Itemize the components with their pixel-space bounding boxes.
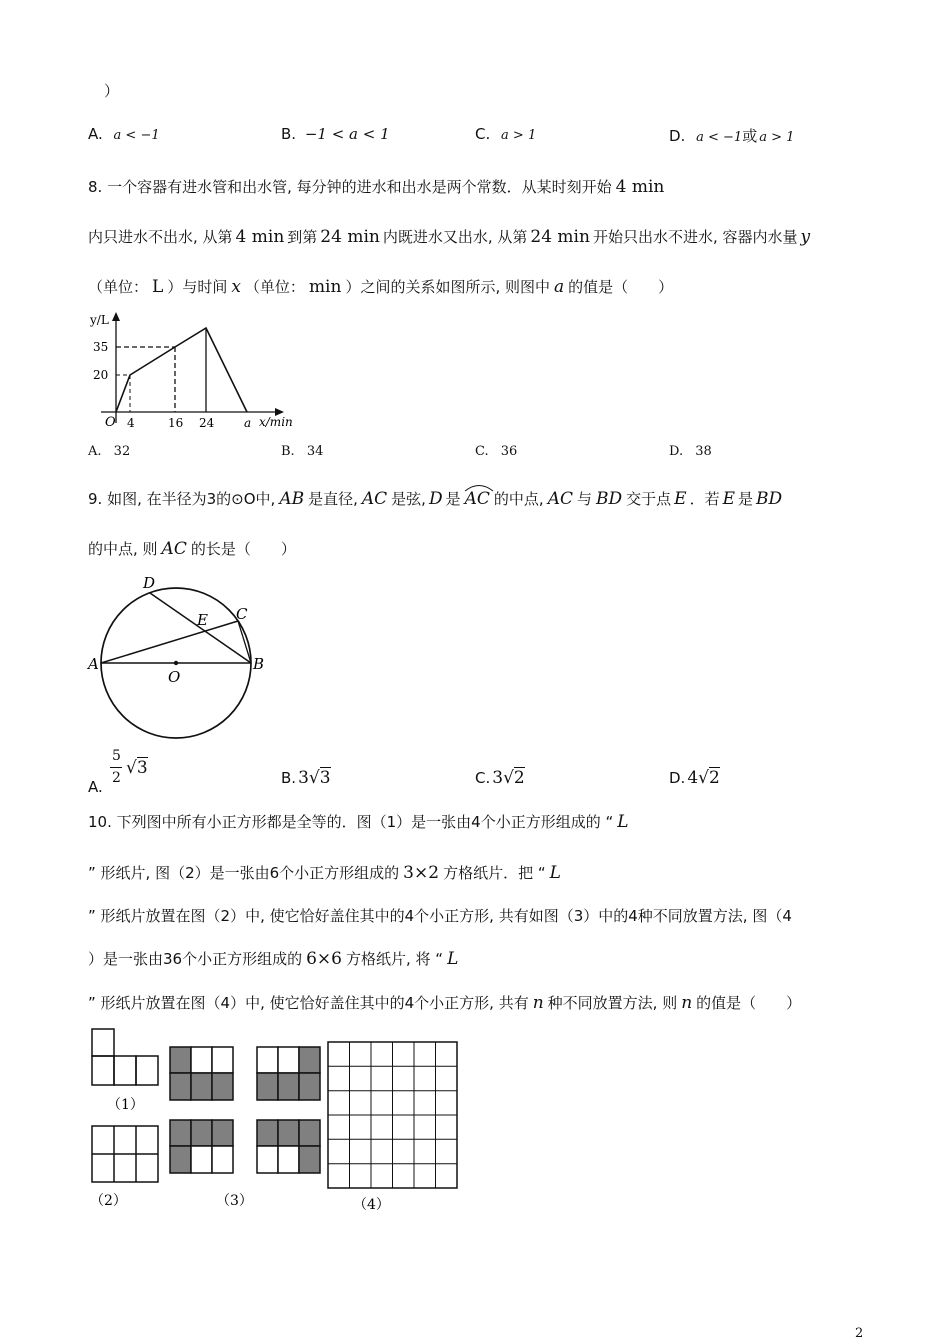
q8-line3 bbox=[88, 276, 673, 297]
q8-unit: L bbox=[152, 277, 164, 297]
q9-line2 bbox=[88, 538, 296, 559]
y-tick-20: 20 bbox=[93, 368, 109, 382]
q8-text: ）与时间 bbox=[167, 278, 228, 296]
q10-text: 10. 下列图中所有小正方形都是全等的．图（1）是一张由4个小正方形组成的 “ bbox=[88, 813, 614, 831]
q10-math: 3×2 bbox=[403, 863, 440, 883]
q9-text: 的中点, 则 bbox=[88, 540, 158, 558]
fig4-grid bbox=[328, 1042, 457, 1188]
q9-math: AB bbox=[279, 489, 305, 509]
option-expr: a > 1 bbox=[501, 128, 537, 143]
q10-math: L bbox=[447, 949, 459, 969]
q8-option-b bbox=[281, 444, 323, 459]
option-value: 32 bbox=[113, 444, 131, 459]
label-c: C bbox=[236, 605, 248, 623]
option-conj: 或 bbox=[742, 127, 758, 145]
q9-text: 交于点 bbox=[626, 490, 672, 508]
q8-var: y bbox=[800, 227, 811, 247]
q8-math: 24 min bbox=[320, 227, 380, 247]
option-letter: D. bbox=[669, 444, 684, 459]
q8-math: 4 min bbox=[235, 227, 285, 247]
option-letter: A. bbox=[88, 125, 103, 143]
option-letter: B. bbox=[281, 769, 297, 787]
q8-var: a bbox=[554, 277, 565, 297]
fig3-placement-4 bbox=[257, 1120, 320, 1173]
option-expr: a < −1 bbox=[696, 130, 743, 145]
x-label: x/min bbox=[259, 415, 293, 429]
option-letter: A. bbox=[88, 444, 102, 459]
q10-line5 bbox=[88, 992, 801, 1013]
label-a: A bbox=[88, 655, 99, 673]
q10-text: ” 形纸片放置在图（2）中, 使它恰好盖住其中的4个小正方形, 共有如图（3）中的4种不同放置方法, 图（4 bbox=[88, 907, 792, 925]
q10-math: n bbox=[532, 993, 544, 1013]
fraction-denominator: 2 bbox=[112, 770, 121, 786]
q9-text: 的长是（ ） bbox=[190, 540, 296, 558]
fig1-label: （1） bbox=[107, 1097, 144, 1113]
q8-text: 8. 一个容器有进水管和出水管, 每分钟的进水和出水是两个常数．从某时刻开始 bbox=[88, 178, 612, 196]
q7-close-paren: ） bbox=[104, 82, 120, 100]
chord-bc bbox=[238, 621, 251, 663]
q8-line1 bbox=[88, 176, 664, 197]
q8-text: （单位： bbox=[88, 278, 149, 296]
q10-text: ）是一张由36个小正方形组成的 bbox=[88, 950, 303, 968]
q8-text: 的值是（ ） bbox=[568, 278, 674, 296]
y-axis-arrow bbox=[112, 312, 120, 321]
q10-text: 种不同放置方法, 则 bbox=[547, 994, 678, 1012]
q9-text: 是弦, bbox=[391, 490, 426, 508]
q9-text: 9. 如图, 在半径为3的⊙O中, bbox=[88, 490, 276, 508]
q7-option-a bbox=[88, 125, 160, 143]
q10-line3 bbox=[88, 905, 792, 926]
q10-math: L bbox=[617, 812, 629, 832]
center-point bbox=[174, 661, 178, 665]
q9-text: 是 bbox=[445, 490, 461, 508]
option-value: 36 bbox=[500, 444, 518, 459]
q10-text: 方格纸片．把 “ bbox=[443, 864, 546, 882]
option-letter: C. bbox=[475, 444, 489, 459]
option-letter: B. bbox=[281, 125, 297, 143]
coefficient: 3 bbox=[298, 768, 309, 788]
volume-line bbox=[116, 328, 247, 412]
page-number: 2 bbox=[855, 1326, 864, 1341]
q10-math: 6×6 bbox=[306, 949, 342, 969]
q9-option-c: C. 3√2 bbox=[475, 768, 525, 788]
q8-text: 开始只出水不进水, 容器内水量 bbox=[592, 228, 798, 246]
q9-math: AC bbox=[361, 489, 388, 509]
q9-math: AC bbox=[547, 489, 573, 509]
q8-text: ）之间的关系如图所示, 则图中 bbox=[345, 278, 550, 296]
q7-option-d bbox=[669, 125, 794, 146]
q9-option-b: B. 3√3 bbox=[281, 768, 331, 788]
option-letter: B. bbox=[281, 444, 295, 459]
chord-ac bbox=[101, 621, 238, 663]
q8-math: 24 min bbox=[530, 227, 590, 247]
fig4-label: （4） bbox=[353, 1197, 390, 1213]
coefficient: 4 bbox=[687, 768, 699, 788]
q9-text: 的中点, bbox=[493, 490, 544, 508]
fig2-grid bbox=[92, 1126, 158, 1182]
label-b: B bbox=[253, 655, 265, 673]
option-letter: C. bbox=[475, 769, 491, 787]
q7-option-b bbox=[281, 125, 390, 143]
q8-text: 内既进水又出水, 从第 bbox=[382, 228, 528, 246]
fig3-placement-2 bbox=[257, 1047, 320, 1100]
sqrt-expr: √3 bbox=[126, 758, 148, 778]
radicand: 2 bbox=[513, 768, 525, 788]
x-tick-16: 16 bbox=[168, 416, 184, 430]
fraction-bar bbox=[110, 767, 122, 768]
q9-arc-ac bbox=[465, 489, 490, 509]
label-e: E bbox=[197, 611, 208, 629]
origin-label: O bbox=[105, 415, 116, 430]
q7-option-c bbox=[475, 125, 536, 143]
arc-mark bbox=[464, 482, 494, 492]
q9-math: D bbox=[428, 489, 443, 509]
q10-text: ” 形纸片放置在图（4）中, 使它恰好盖住其中的4个小正方形, 共有 bbox=[88, 994, 529, 1012]
q9-math: AC bbox=[464, 489, 490, 509]
q9-option-a bbox=[88, 748, 168, 796]
q9-math: E bbox=[674, 489, 687, 509]
radicand: 2 bbox=[709, 768, 720, 788]
q8-graph bbox=[85, 308, 310, 433]
radicand: 3 bbox=[319, 768, 331, 788]
q10-text: 方格纸片, 将 “ bbox=[345, 950, 444, 968]
q9-line1 bbox=[88, 488, 782, 509]
q10-line2 bbox=[88, 862, 561, 883]
x-tick-24: 24 bbox=[199, 416, 215, 430]
y-label: y/L bbox=[90, 313, 109, 327]
fig3-placement-1 bbox=[170, 1047, 233, 1100]
q9-text: 与 bbox=[576, 490, 592, 508]
option-value: 38 bbox=[695, 444, 712, 459]
q8-math: 4 min bbox=[615, 177, 665, 197]
q10-figures bbox=[88, 1025, 468, 1215]
q8-unit: min bbox=[308, 277, 342, 297]
q9-math: BD bbox=[596, 489, 623, 509]
q8-text: （单位： bbox=[244, 278, 305, 296]
q9-text: 是直径, bbox=[308, 490, 358, 508]
x-tick-a: a bbox=[244, 416, 252, 430]
q8-var: x bbox=[231, 277, 241, 297]
q10-text: 的值是（ ） bbox=[696, 994, 802, 1012]
option-expr: −1 < a < 1 bbox=[304, 125, 390, 143]
option-letter: D. bbox=[669, 769, 686, 787]
q9-text: 是 bbox=[738, 490, 754, 508]
fig1-l-shape bbox=[92, 1029, 158, 1085]
option-letter: A. bbox=[88, 778, 103, 796]
fig3-placement-3 bbox=[170, 1120, 233, 1173]
q8-line2 bbox=[88, 226, 810, 247]
q9-option-d: D. 4√2 bbox=[669, 768, 720, 788]
q9-text: ．若 bbox=[689, 490, 720, 508]
fraction-numerator: 5 bbox=[112, 748, 121, 764]
label-d: D bbox=[143, 574, 156, 592]
option-letter: D. bbox=[669, 127, 686, 145]
option-value: 34 bbox=[306, 444, 324, 459]
q9-math: AC bbox=[161, 539, 187, 559]
radicand: 3 bbox=[136, 758, 148, 778]
q10-math: L bbox=[549, 863, 561, 883]
q9-math: BD bbox=[756, 489, 783, 509]
q8-option-a bbox=[88, 444, 130, 459]
q10-math: n bbox=[681, 993, 693, 1013]
q8-text: 到第 bbox=[287, 228, 318, 246]
q9-circle-figure bbox=[85, 572, 275, 744]
fig3-label: （3） bbox=[216, 1193, 253, 1209]
q10-line4 bbox=[88, 948, 458, 969]
option-letter: C. bbox=[475, 125, 491, 143]
q10-line1 bbox=[88, 811, 629, 832]
q8-text: 内只进水不出水, 从第 bbox=[88, 228, 233, 246]
q9-math: E bbox=[722, 489, 735, 509]
q10-text: ” 形纸片, 图（2）是一张由6个小正方形组成的 bbox=[88, 864, 400, 882]
coefficient: 3 bbox=[492, 768, 504, 788]
label-o: O bbox=[168, 668, 181, 686]
x-tick-4: 4 bbox=[127, 416, 135, 430]
option-expr2: a > 1 bbox=[759, 130, 795, 145]
y-tick-35: 35 bbox=[93, 340, 109, 354]
q8-option-c bbox=[475, 444, 517, 459]
option-expr: a < −1 bbox=[113, 128, 160, 143]
q8-option-d bbox=[669, 444, 712, 459]
fig2-label: （2） bbox=[90, 1193, 127, 1209]
